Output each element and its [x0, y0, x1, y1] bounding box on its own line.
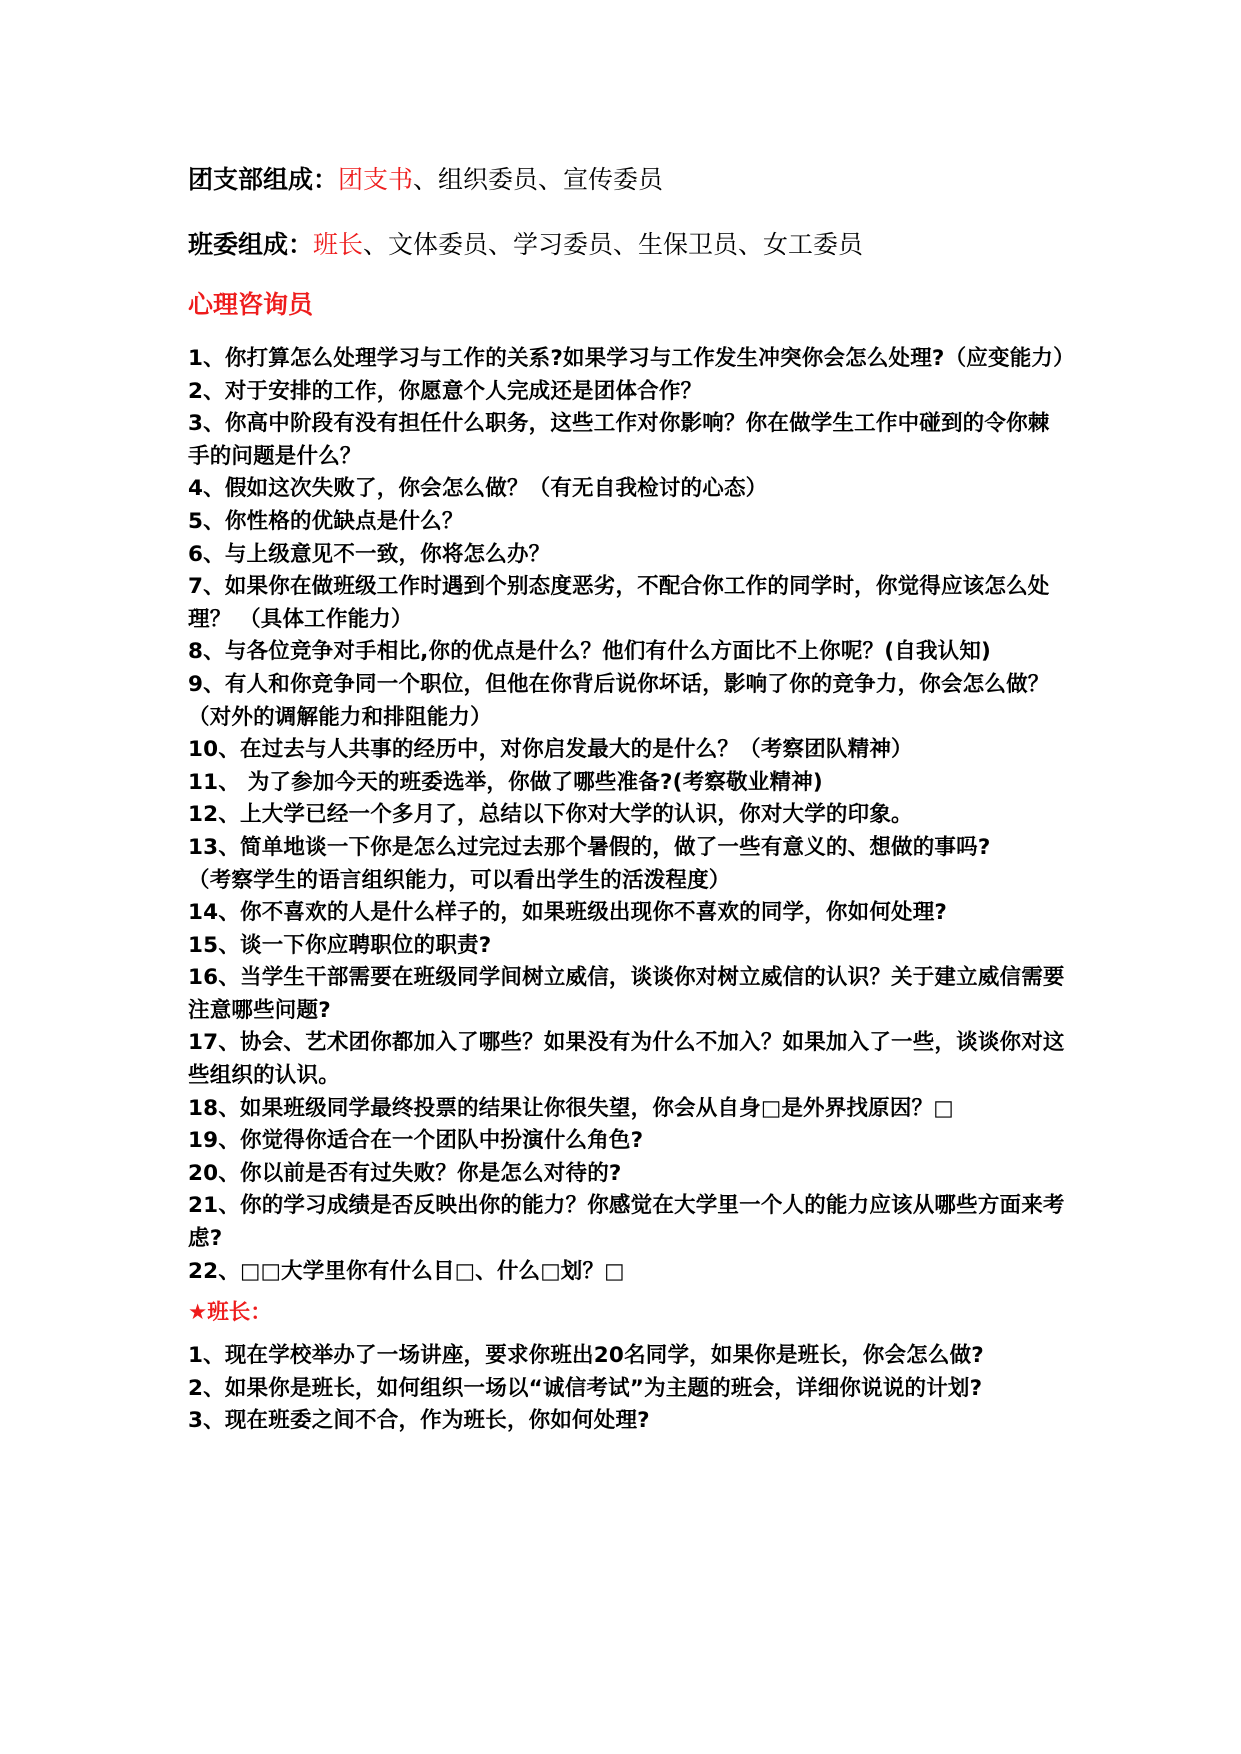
question-5: 5、你性格的优缺点是什么？ [188, 508, 464, 534]
monitor-question-list [188, 1340, 1068, 1438]
question-7: 7、如果你在做班级工作时遇到个别态度恶劣，不配合你工作的同学时，你觉得应该怎么处理？ （具体工作能力） [188, 574, 1050, 632]
question-10: 10、在过去与人共事的经历中，对你启发最大的是什么？（考察团队精神） [188, 737, 913, 763]
monitor-heading: ★班长： [188, 1300, 272, 1326]
monitor-question-3: 3、现在班委之间不合，作为班长，你如何处理? [188, 1408, 650, 1434]
monitor-question-1: 1、现在学校举办了一场讲座，要求你班出20名同学，如果你是班长，你会怎么做? [188, 1343, 984, 1369]
question-11: 11、 为了参加今天的班委选举，你做了哪些准备?(考察敬业精神) [188, 769, 823, 795]
class-committee-highlight: 班长 [313, 230, 364, 259]
question-14: 14、你不喜欢的人是什么样子的，如果班级出现你不喜欢的同学，你如何处理? [188, 900, 948, 926]
question-1: 1、你打算怎么处理学习与工作的关系?如果学习与工作发生冲突你会怎么处理?（应变能力） [188, 346, 1075, 371]
question-20: 20、你以前是否有过失败？你是怎么对待的? [188, 1160, 622, 1186]
league-branch-highlight: 团支书 [338, 165, 414, 194]
question-18: 18、如果班级同学最终投票的结果让你很失望，你会从自身□是外界找原因？□ [188, 1095, 954, 1121]
section-heading: 心理咨询员 [188, 290, 314, 319]
question-13-note: （考察学生的语言组织能力，可以看出学生的活泼程度） [188, 867, 731, 893]
question-4: 4、假如这次失败了，你会怎么做？（有无自我检讨的心态） [188, 476, 768, 502]
question-22: 22、□□大学里你有什么目□、什么□划？□ [188, 1258, 625, 1284]
question-17: 17、协会、艺术团你都加入了哪些？如果没有为什么不加入？如果加入了一些，谈谈你对这些组织的认识。 [188, 1030, 1065, 1089]
question-16: 16、当学生干部需要在班级同学间树立威信，谈谈你对树立威信的认识？关于建立威信需要注意哪些问题? [188, 965, 1065, 1023]
question-15: 15、谈一下你应聘职位的职责? [188, 932, 492, 958]
class-committee-line [188, 225, 1068, 265]
league-branch-rest: 、组织委员、宣传委员 [413, 165, 664, 194]
question-3: 3、你高中阶段有没有担任什么职务，这些工作对你影响？你在做学生工作中碰到的令你棘手的问题是什么？ [188, 411, 1050, 469]
question-8: 8、与各位竞争对手相比,你的优点是什么？他们有什么方面比不上你呢？(自我认知) [188, 639, 992, 665]
question-19: 19、你觉得你适合在一个团队中扮演什么角色? [188, 1128, 644, 1154]
league-branch-line [188, 160, 1068, 200]
question-6: 6、与上级意见不一致，你将怎么办？ [188, 541, 551, 567]
document-page [188, 160, 1075, 1438]
question-13: 13、简单地谈一下你是怎么过完过去那个暑假的，做了一些有意义的、想做的事吗? [188, 834, 991, 860]
question-2: 2、对于安排的工作，你愿意个人完成还是团体合作？ [188, 378, 703, 404]
monitor-question-2: 2、如果你是班长，如何组织一场以“诚信考试”为主题的班会，详细你说说的计划? [188, 1375, 983, 1401]
league-branch-label: 团支部组成： [188, 165, 339, 194]
question-list [188, 343, 1075, 1288]
question-12: 12、上大学已经一个多月了，总结以下你对大学的认识，你对大学的印象。 [188, 802, 913, 828]
class-committee-rest: 、文体委员、学习委员、生保卫员、女工委员 [363, 230, 864, 259]
question-21: 21、你的学习成绩是否反映出你的能力？你感觉在大学里一个人的能力应该从哪些方面来考虑? [188, 1193, 1065, 1252]
class-committee-label: 班委组成： [188, 230, 314, 259]
question-9: 9、有人和你竞争同一个职位，但他在你背后说你坏话，影响了你的竞争力，你会怎么做？（对外的调解能力和排阻能力） [188, 671, 1050, 730]
